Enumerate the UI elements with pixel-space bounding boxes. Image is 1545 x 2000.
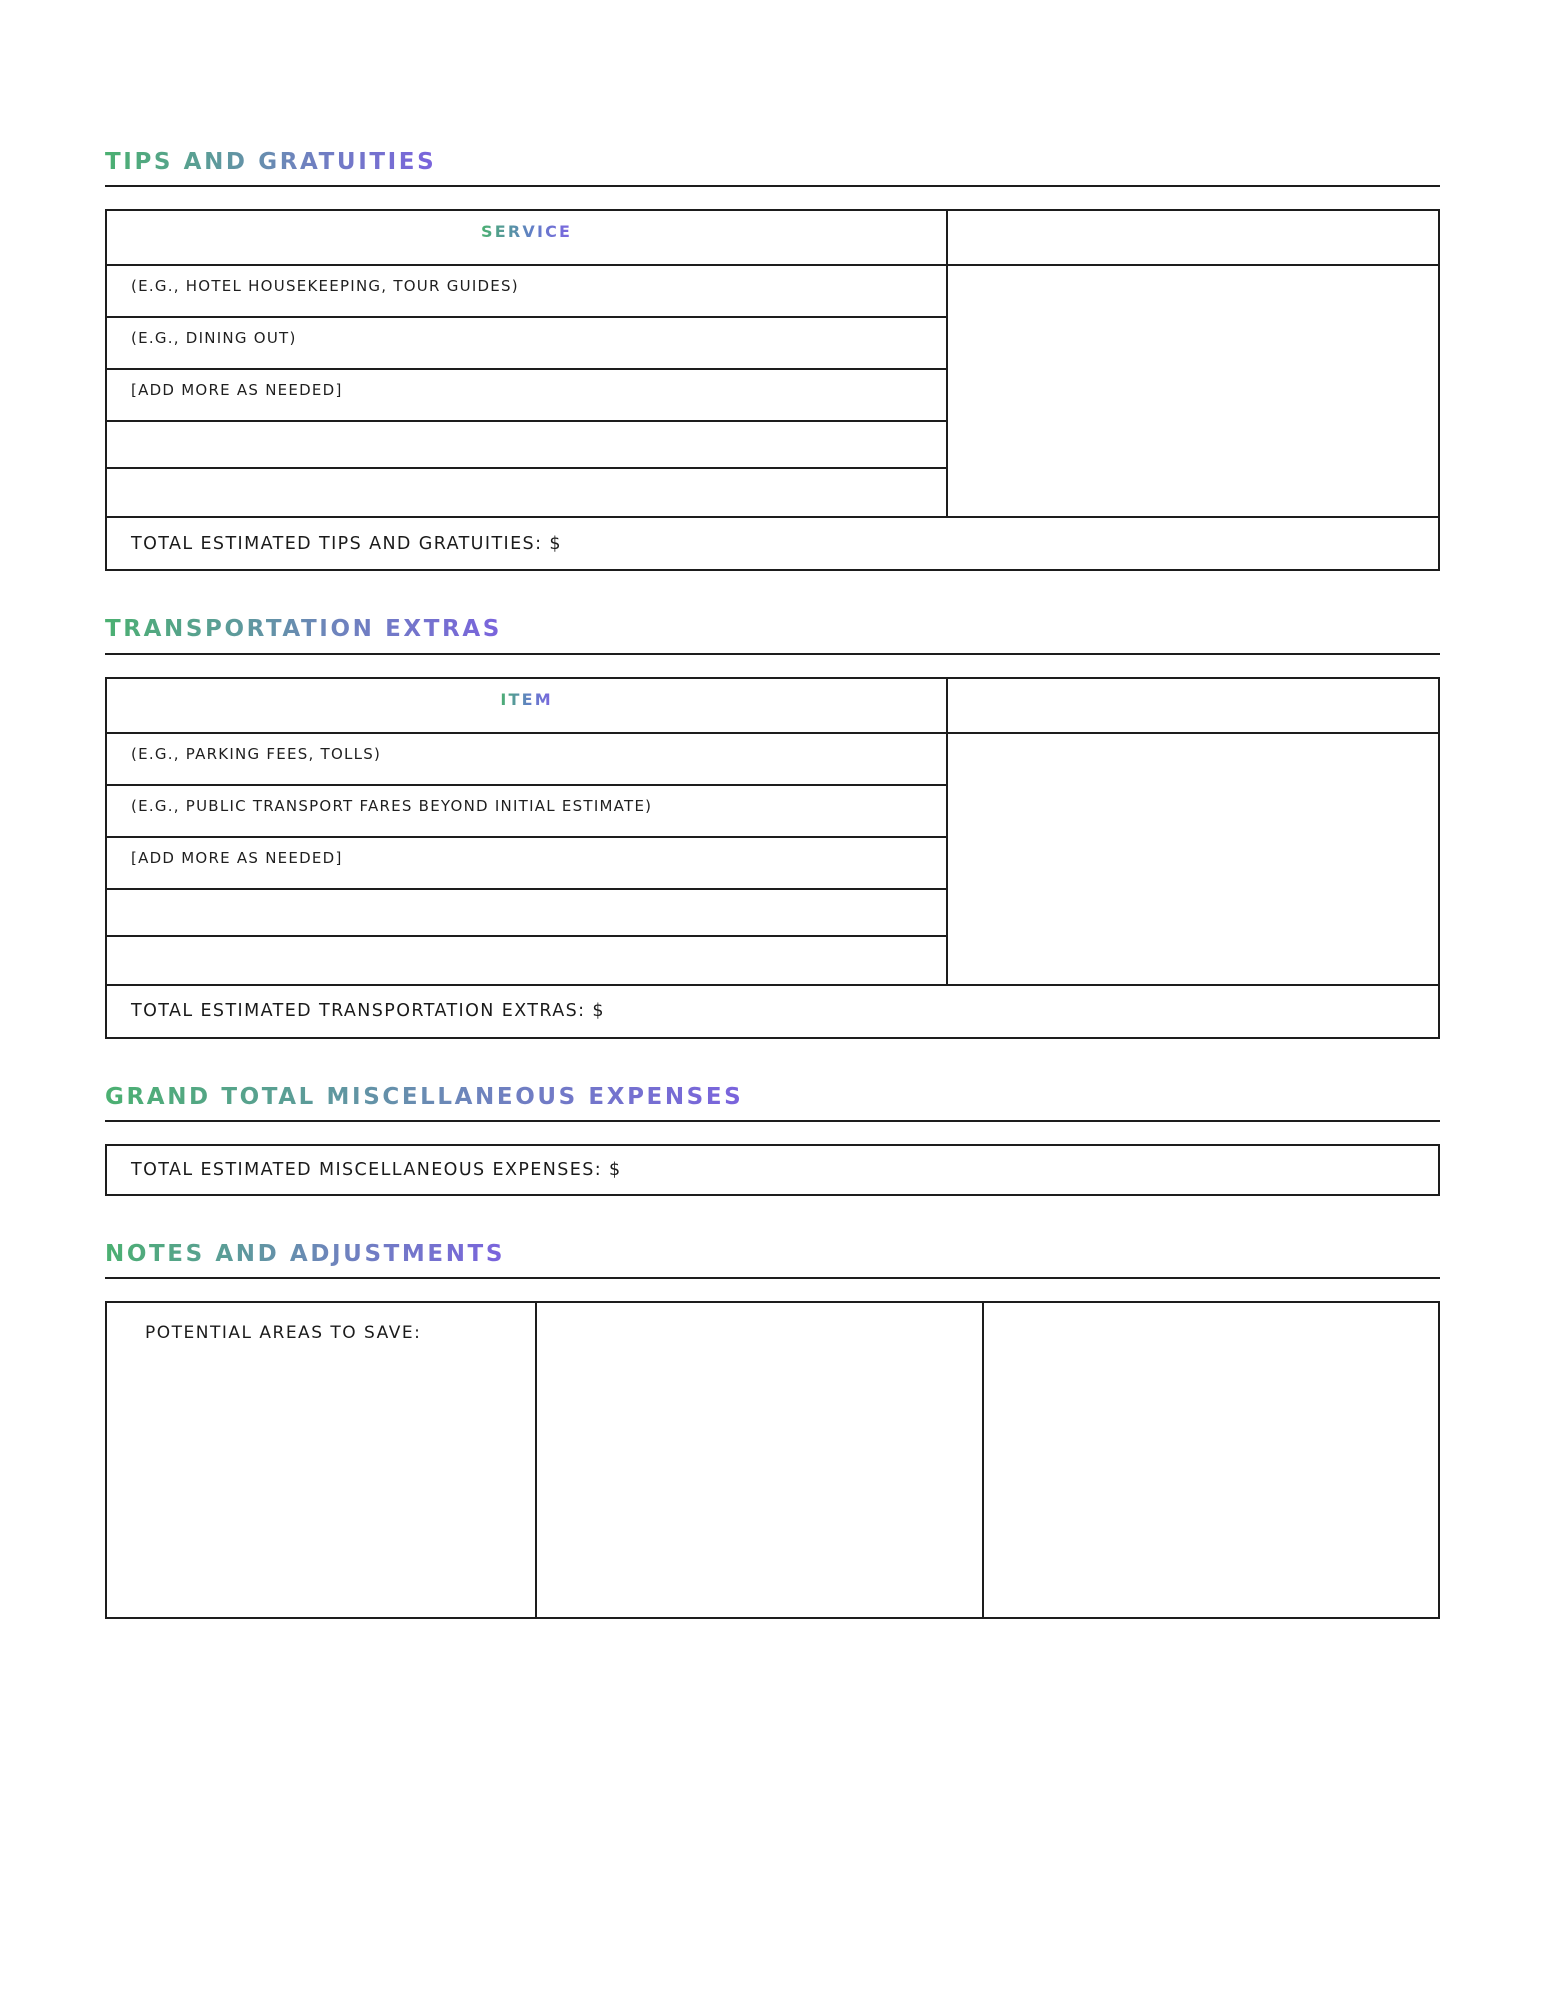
table-header-cell-item (107, 679, 948, 734)
row-label-cell[interactable] (107, 469, 948, 516)
tips-total-row (107, 516, 1438, 569)
table-header-cell-amount (948, 211, 1438, 266)
row-amount-cell[interactable] (948, 734, 1438, 786)
row-amount-cell[interactable] (948, 937, 1438, 984)
row-amount-cell[interactable] (948, 469, 1438, 516)
table-row (107, 422, 1438, 469)
table-header-cell-amount (948, 679, 1438, 734)
notes-table (105, 1301, 1440, 1619)
row-amount-cell[interactable] (948, 318, 1438, 370)
grand-total-box[interactable] (105, 1144, 1440, 1196)
page-title-transportation-extras: TRANSPORTATION EXTRAS (105, 616, 502, 643)
column-header-label: ITEM (500, 689, 553, 709)
heading-divider (105, 185, 1440, 187)
row-label: [ADD MORE AS NEEDED] (131, 848, 343, 867)
heading-divider (105, 1120, 1440, 1122)
row-label: [ADD MORE AS NEEDED] (131, 381, 343, 400)
row-label-cell[interactable] (107, 318, 948, 370)
table-row (107, 890, 1438, 937)
page-title-tips-and-gratuities: TIPS AND GRATUITIES (105, 149, 437, 175)
section-heading-wrap (105, 617, 1440, 642)
row-label: (E.G., HOTEL HOUSEKEEPING, TOUR GUIDES) (131, 277, 519, 296)
section-heading-wrap (105, 1242, 1440, 1267)
section-heading-wrap (105, 150, 1440, 175)
row-amount-cell[interactable] (948, 890, 1438, 937)
notes-column-potential-areas-to-save[interactable] (107, 1303, 537, 1617)
notes-column-2[interactable] (537, 1303, 984, 1617)
row-label: (E.G., PARKING FEES, TOLLS) (131, 744, 382, 763)
notes-column-label: POTENTIAL AREAS TO SAVE: (145, 1323, 422, 1344)
notes-column-3[interactable] (984, 1303, 1438, 1617)
row-label: (E.G., DINING OUT) (131, 329, 297, 348)
transportation-total-row (107, 984, 1438, 1037)
section-grand-total (105, 1085, 1440, 1196)
table-row (107, 266, 1438, 318)
table-row (107, 318, 1438, 370)
table-row (107, 786, 1438, 838)
row-label-cell[interactable] (107, 838, 948, 890)
heading-divider (105, 653, 1440, 655)
transportation-table (105, 677, 1440, 1039)
row-label-cell[interactable] (107, 734, 948, 786)
row-amount-cell[interactable] (948, 786, 1438, 838)
row-amount-cell[interactable] (948, 266, 1438, 318)
row-label: (E.G., PUBLIC TRANSPORT FARES BEYOND INITIAL ESTIMATE) (131, 796, 653, 815)
grand-total-label: TOTAL ESTIMATED MISCELLANEOUS EXPENSES: $ (131, 1159, 622, 1180)
heading-divider (105, 1277, 1440, 1279)
table-row (107, 370, 1438, 422)
column-header-label: SERVICE (481, 222, 573, 242)
section-heading-wrap (105, 1085, 1440, 1110)
section-transportation-extras (105, 617, 1440, 1038)
table-row (107, 838, 1438, 890)
table-row (107, 469, 1438, 516)
row-label-cell[interactable] (107, 422, 948, 469)
row-label-cell[interactable] (107, 786, 948, 838)
section-notes-and-adjustments (105, 1242, 1440, 1619)
row-amount-cell[interactable] (948, 370, 1438, 422)
page-title-grand-total: GRAND TOTAL MISCELLANEOUS EXPENSES (105, 1083, 744, 1110)
row-label-cell[interactable] (107, 370, 948, 422)
table-header-cell-service (107, 211, 948, 266)
row-label-cell[interactable] (107, 890, 948, 937)
row-label-cell[interactable] (107, 937, 948, 984)
tips-total-label: TOTAL ESTIMATED TIPS AND GRATUITIES: $ (131, 533, 562, 554)
table-header-row (107, 679, 1438, 734)
transportation-total-label: TOTAL ESTIMATED TRANSPORTATION EXTRAS: $ (131, 1001, 605, 1022)
table-header-row (107, 211, 1438, 266)
tips-table (105, 209, 1440, 571)
row-amount-cell[interactable] (948, 422, 1438, 469)
row-label-cell[interactable] (107, 266, 948, 318)
page-title-notes-and-adjustments: NOTES AND ADJUSTMENTS (105, 1240, 506, 1267)
section-tips-and-gratuities (105, 0, 1440, 571)
table-row (107, 734, 1438, 786)
row-amount-cell[interactable] (948, 838, 1438, 890)
table-row (107, 937, 1438, 984)
